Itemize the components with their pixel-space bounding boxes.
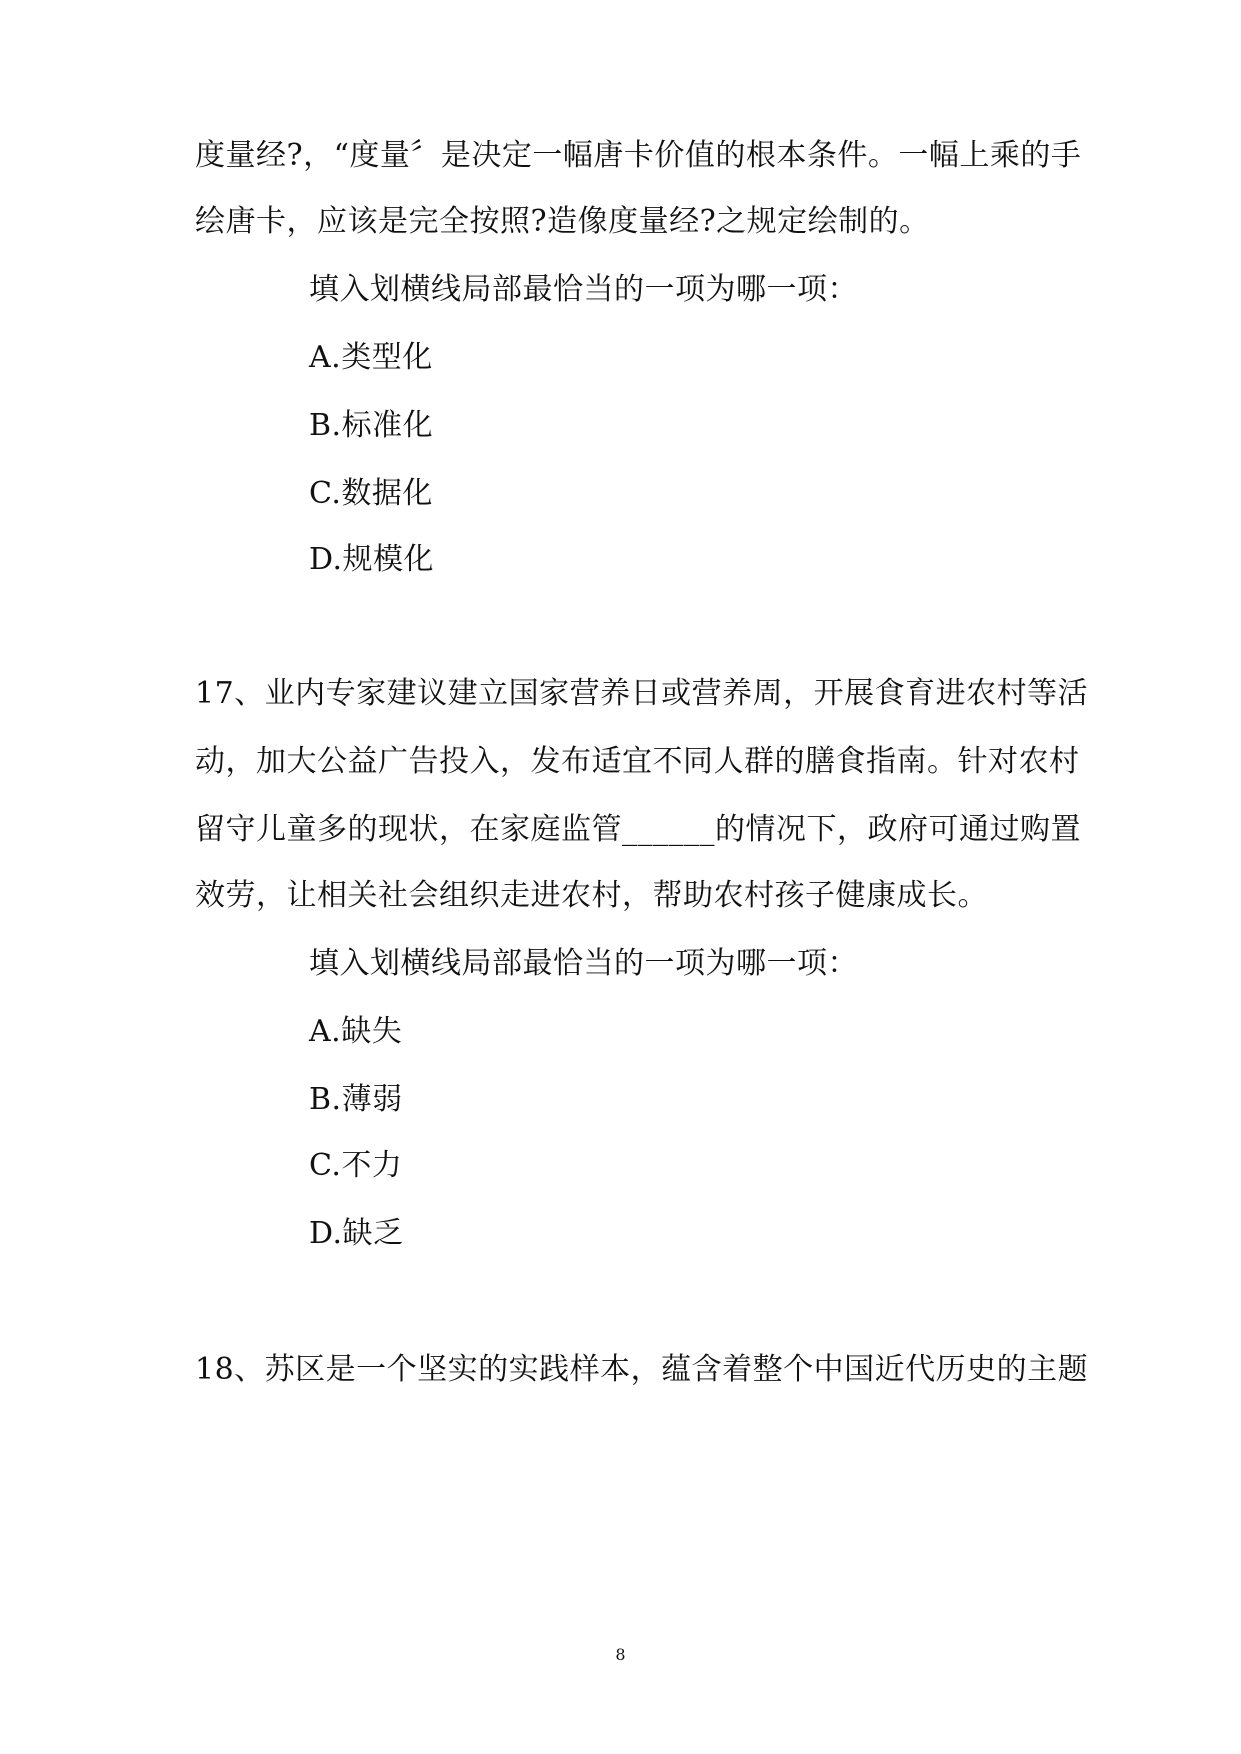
option-b: B.薄弱	[309, 1082, 403, 1117]
page-number: 8	[615, 1645, 626, 1664]
option-b: B.标准化	[309, 408, 434, 443]
paragraph-line: 绘唐卡，应该是完全按照?造像度量经?之规定绘制的。	[195, 204, 930, 239]
option-d: D.规模化	[309, 542, 435, 577]
question-17-line: 留守儿童多的现状，在家庭监管______的情况下，政府可通过购置	[195, 812, 1081, 847]
question-prompt: 填入划横线局部最恰当的一项为哪一项：	[309, 272, 858, 307]
option-c: C.不力	[309, 1148, 403, 1183]
question-prompt: 填入划横线局部最恰当的一项为哪一项：	[309, 946, 858, 981]
question-17-line: 动，加大公益广告投入，发布适宜不同人群的膳食指南。针对农村	[195, 744, 1080, 779]
paragraph-line: 度量经?，“度量〞是决定一幅唐卡价值的根本条件。一幅上乘的手	[195, 138, 1082, 173]
option-c: C.数据化	[309, 476, 433, 511]
question-18-line: 18、苏区是一个坚实的实践样本，蕴含着整个中国近代历史的主题	[195, 1352, 1089, 1387]
option-a: A.缺失	[309, 1014, 403, 1049]
option-d: D.缺乏	[309, 1216, 404, 1251]
option-a: A.类型化	[309, 340, 433, 375]
question-17-line: 17、业内专家建议建立国家营养日或营养周，开展食育进农村等活	[195, 676, 1089, 711]
question-17-line: 效劳，让相关社会组织走进农村，帮助农村孩子健康成长。	[195, 878, 988, 913]
